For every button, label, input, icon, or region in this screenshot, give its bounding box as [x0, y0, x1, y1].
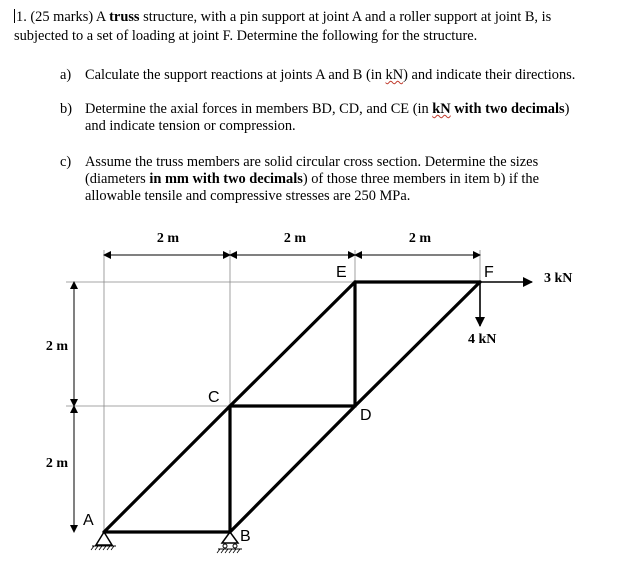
- node-label-a: A: [83, 512, 94, 529]
- truss-members: [104, 282, 480, 532]
- item-b-text-post: ): [564, 101, 570, 117]
- member-bd: [230, 406, 355, 532]
- item-b-line-2: and indicate tension or compression.: [85, 118, 296, 134]
- item-a-text-post: ) and indicate their directions.: [403, 67, 576, 83]
- dim-label-left-2: 2 m: [45, 456, 69, 471]
- item-a-tag: a): [60, 67, 72, 83]
- node-label-d: D: [360, 407, 372, 424]
- pin-support-a: [91, 532, 116, 550]
- item-c-line-3: allowable tensile and compressive stresses are 250 MPa.: [85, 188, 411, 204]
- item-b-tag: b): [60, 101, 72, 117]
- item-b-bold-post: with two decimals: [450, 101, 565, 117]
- node-label-f: F: [484, 264, 494, 281]
- item-c-tag: c): [60, 154, 72, 170]
- dim-label-left-1: 2 m: [45, 339, 69, 354]
- problem-line1-rest: structure, with a pin support at joint A and a roller support at joint B, is: [139, 9, 552, 25]
- roller-support-b: [217, 532, 242, 553]
- item-c-line2-pre: (diameters: [85, 171, 150, 187]
- node-label-c: C: [208, 389, 220, 406]
- member-ce: [230, 282, 355, 406]
- item-b-bold-unit: kN: [432, 101, 451, 117]
- item-b-text-pre: Determine the axial forces in members BD, CD, and CE (in: [85, 101, 433, 117]
- problem-line-2: subjected to a set of loading at joint F. Determine the following for the structure.: [14, 28, 478, 44]
- item-a-unit: kN: [385, 67, 404, 83]
- member-df: [355, 282, 480, 406]
- problem-bold-word: truss: [109, 9, 140, 25]
- item-a-text-pre: Calculate the support reactions at joints A and B (in: [85, 67, 386, 83]
- item-c-line2-post: ) of those three members in item b) if the: [302, 171, 540, 187]
- load-label-vertical: 4 kN: [468, 332, 497, 347]
- node-label-b: B: [240, 528, 251, 545]
- node-label-e: E: [336, 264, 347, 281]
- item-c-line2-bold: in mm with two decimals: [149, 171, 303, 187]
- dim-label-top-2: 2 m: [283, 231, 307, 246]
- load-label-horizontal: 3 kN: [544, 271, 573, 286]
- dim-label-top-1: 2 m: [156, 231, 180, 246]
- item-c-line-1: Assume the truss members are solid circular cross section. Determine the sizes: [85, 154, 539, 170]
- member-ac: [104, 406, 230, 532]
- problem-prefix: 1. (25 marks) A: [16, 9, 110, 25]
- dim-label-top-3: 2 m: [408, 231, 432, 246]
